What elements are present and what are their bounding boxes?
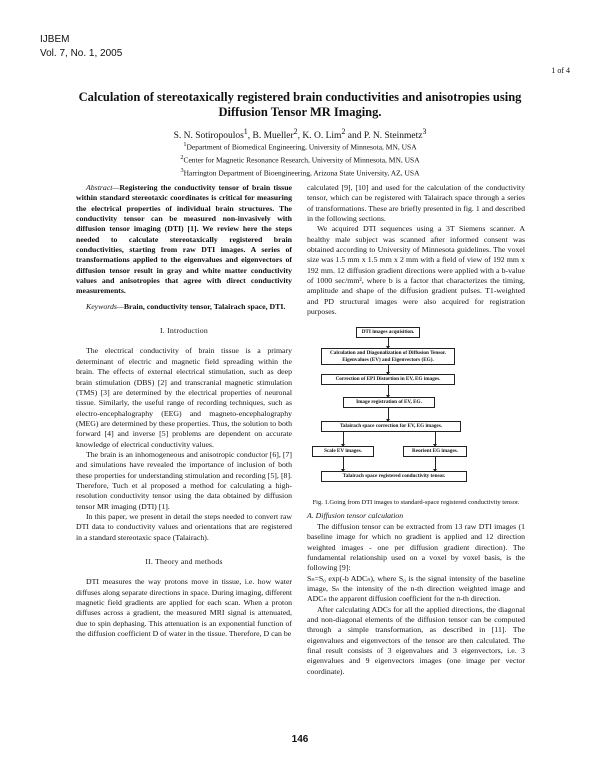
flow-box-acquisition: DTI images acquisition.: [356, 327, 420, 338]
affiliation-line: [40, 153, 560, 166]
theory-paragraph: We acquired DTI sequences using a 3T Siemens scanner. A healthy male subject was scanned after informed consent was obtained according to University of Minnesota guidelines. The voxel size was 1.5 mm x 1.5 mm x 2 mm with a field of view of 192 mm x 192 mm. 12 diffusion gradient directions were applied with a b-value of 1000 sec/mm², where b is a factor that characterizes the timing, amplitude and shape of the diffusion gradient pulses. T1-weighted and PD structural images were also acquired for registration purposes.: [307, 224, 525, 317]
affiliation-text: Harrington Department of Bioengineering, Arizona State University, AZ, USA: [183, 168, 420, 178]
theory-paragraph: DTI measures the way protons move in tissue, i.e. how water diffuses along separate directions in space. During imaging, different magnetic field gradients are applied for each scan. When a proton diffuses across a gradient, the measured MRI signal is attenuated, due to spin dephasing. This attenuation is an exponential function of the diffusion coefficient D of water in the tissue. Therefore, D can be: [76, 577, 292, 639]
flow-box-final-tensor: Talairach space registered conductivity tensor.: [321, 471, 467, 482]
affiliation-text: Center for Magnetic Resonance Research, University of Minnesota, MN, USA: [183, 155, 420, 165]
author-name: , B. Mueller: [247, 131, 294, 142]
author-affil-mark: 2: [293, 127, 298, 136]
intro-paragraph: In this paper, we present in detail the steps needed to convert raw DTI data to conductivity values and orientations that are registered in a standard stereotaxic space (Talairach).: [76, 511, 292, 542]
keywords: [76, 302, 292, 312]
flow-arrow: [388, 337, 389, 347]
method-paragraph: After calculating ADCs for all the applied directions, the diagonal and non-diagonal elements of the diffusion tensor can be computed through a simple transformation, as described in [11]. The eigenvalues and eigenvectors of the tensor are then calculated. The final result consists of 3 eigenvalues and 3 eigenvectors, i.e. 3 eigenvalues and 9 eigenvectors images (one image per vector coordinate).: [307, 604, 525, 676]
page-counter: 1 of 4: [551, 66, 570, 75]
flow-arrow: [435, 456, 436, 470]
journal-name: IJBEM: [40, 34, 70, 45]
flow-arrow: [388, 407, 389, 420]
keywords-text: Brain, conductivity tensor, Talairach space, DTI.: [123, 301, 286, 311]
flow-arrow: [388, 384, 389, 396]
flow-arrow: [343, 431, 344, 445]
flowchart-figure: [307, 327, 525, 497]
flow-box-talairach-correction: Talairach space correction for EV, EG images.: [321, 421, 461, 432]
abstract-text: Registering the conductivity tensor of brain tissue within standard stereotaxic coordinates is critical for measuring the electrical properties of individual brain structures. The conductivity tensor can be measured non-invasively with diffusion tensor imaging (DTI) [1]. We review here the steps needed to calculate stereotaxically registered brain conductivities, starting from raw DTI images. A series of transformations applied to the eigenvalues and eigenvectors of diffusion tensor result in gray and white matter conductivity values and anisotropies that agree with direct conductivity measurements.: [76, 183, 292, 296]
affiliation-text: Department of Biomedical Engineering, University of Minnesota, MN, USA: [186, 142, 417, 152]
author-affil-mark: 1: [243, 127, 248, 136]
author-name: and P. N. Steinmetz: [345, 131, 423, 142]
affiliations: [40, 140, 560, 179]
paper-title: Calculation of stereotaxically registered brain conductivities and anisotropies using Diffusion Tensor MR Imaging.: [78, 90, 522, 119]
flow-box-scale-ev: Scale EV images.: [312, 446, 374, 457]
abstract: [76, 183, 292, 297]
flow-arrow: [388, 365, 389, 373]
affiliation-mark: 1: [183, 141, 187, 148]
author-name: S. N. Sotiropoulos: [173, 131, 244, 142]
journal-volume: Vol. 7, No. 1, 2005: [40, 48, 123, 59]
intro-paragraph: The brain is an inhomogeneous and anisotropic conductor [6], [7] and simulations have revealed the importance of inclusion of both these properties for understanding stimulation and recording [5], [8]. Therefore, Tuch et al proposed a method for calculating a high-resolution conductivity tensor using the data obtained by diffusion tensor MR imaging (DTI) [1].: [76, 449, 292, 511]
abstract-label: Abstract—: [86, 183, 120, 192]
figure-caption: Fig. 1.Going from DTI images to standard-space registered conductivity tensor.: [312, 499, 520, 507]
subsection-heading: A. Diffusion tensor calculation: [307, 511, 404, 521]
left-column: [76, 183, 292, 639]
section-heading-theory: II. Theory and methods: [145, 557, 223, 566]
affiliation-line: [40, 140, 560, 153]
right-column: [307, 183, 525, 677]
affiliation-mark: 2: [180, 154, 184, 161]
method-paragraph: The diffusion tensor can be extracted from 13 raw DTI images (1 baseline image for which no gradient is applied and 12 direction weighted images - one per diffusion gradient direction). The fundamental relationship used on a voxel by voxel basis, is the following [9]:: [307, 521, 525, 573]
affiliation-mark: 3: [180, 167, 184, 174]
author-affil-mark: 3: [422, 127, 427, 136]
footer-page-number: 146: [291, 734, 309, 745]
affiliation-line: [40, 166, 560, 179]
author-name: , K. O. Lim: [297, 131, 342, 142]
section-heading-introduction: I. Introduction: [159, 326, 209, 336]
flow-arrow: [343, 456, 344, 470]
keywords-label: Keywords—: [86, 301, 124, 311]
flow-box-reorient-eg: Reorient EG images.: [403, 446, 467, 457]
theory-paragraph: calculated [9], [10] and used for the calculation of the conductivity tensor, which can be registered with Talairach space through a series of transformations. These are briefly presented in fig. 1 and described in the following sections.: [307, 183, 525, 224]
flow-box-epi-correction: Correction of EPI Distortion in EV, EG images.: [321, 374, 455, 385]
journal-header: [40, 33, 122, 61]
equation-paragraph: Sₙ=S₀ exp(-b ADCₙ), where S₀ is the signal intensity of the baseline image, Sₙ the intensity of the n-th direction weighted image and ADCₙ the apparent diffusion coefficient for the n-th direction.: [307, 573, 525, 604]
intro-paragraph: The electrical conductivity of brain tissue is a primary determinant of electric and magnetic field spreading within the brain. The effects of external electrical stimulation, such as deep brain stimulation (DBS) [2] and transcranial magnetic stimulation (TMS) [3] are determined by the electrical properties of neuronal tissue. Similarly, the useful range of recording techniques, such as electro-encephalography (EEG) and magneto-encephalography (MEG) are determined by these properties. Thus, the solution to both forward [4] and inverse [5] problems are dependent on accurate knowledge of electrical conductivity values.: [76, 346, 292, 449]
flow-box-tensor-calculation: Calculation and Diagonalization of Diffusion Tensor. Eigenvalues (EV) and Eigenvectors (EG).: [321, 348, 455, 365]
author-affil-mark: 2: [341, 127, 346, 136]
flow-arrow: [435, 431, 436, 445]
flow-box-image-registration: Image registration of EV, EG.: [343, 397, 435, 408]
